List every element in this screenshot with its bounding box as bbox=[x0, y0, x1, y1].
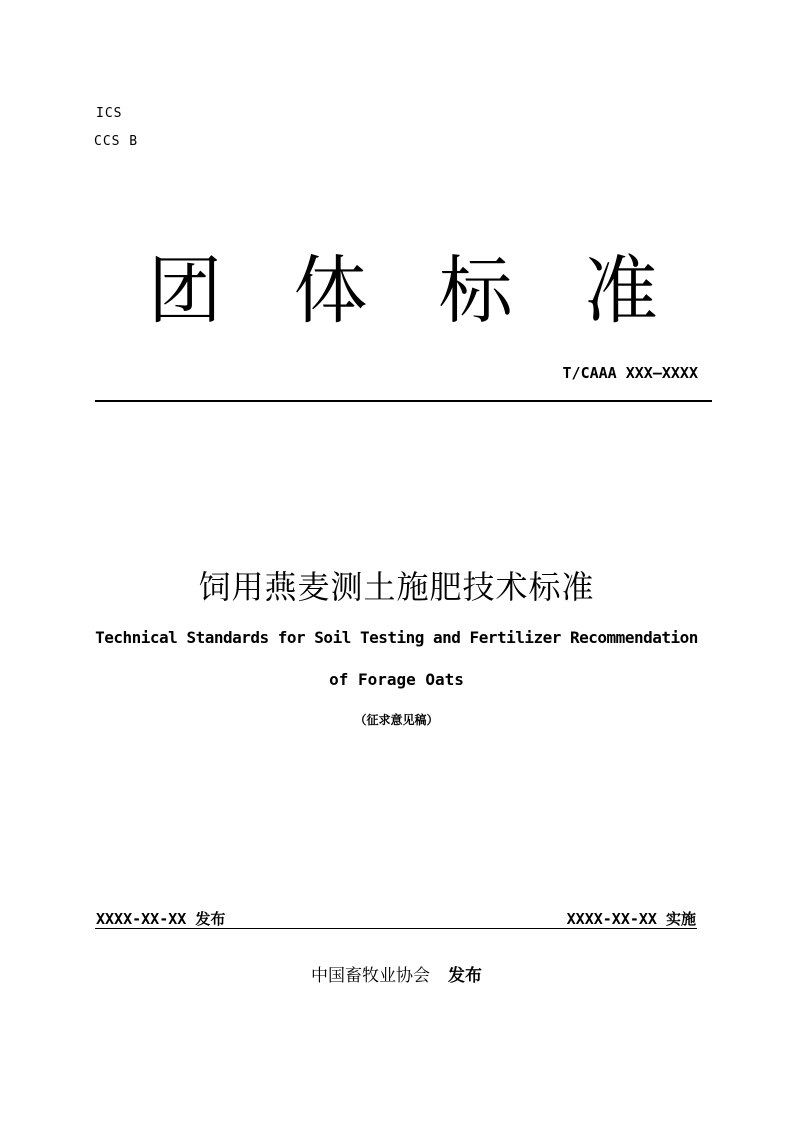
issuer-action: 发布 bbox=[448, 966, 482, 986]
heading-char-2: 体 bbox=[293, 248, 368, 334]
heading-char-4: 准 bbox=[583, 248, 658, 334]
english-title-line-2: of Forage Oats bbox=[329, 670, 464, 689]
publish-date: XXXX-XX-XX 发布 bbox=[96, 910, 226, 928]
draft-note: （征求意见稿） bbox=[354, 713, 439, 727]
issuer-organization: 中国畜牧业协会 bbox=[311, 966, 430, 986]
heading-char-1: 团 bbox=[148, 248, 222, 334]
ccs-code: CCS B bbox=[94, 134, 139, 149]
standard-number: T/CAAA XXX—XXXX bbox=[562, 364, 698, 382]
footer-divider bbox=[95, 928, 697, 929]
effective-date: XXXX-XX-XX 实施 bbox=[566, 910, 696, 928]
ics-code: ICS bbox=[96, 106, 123, 121]
issuer-line bbox=[0, 961, 793, 986]
chinese-title: 饲用燕麦测土施肥技术标准 bbox=[198, 568, 595, 606]
english-title-line-1: Technical Standards for Soil Testing and Fertilizer Recommendation bbox=[95, 628, 698, 647]
heading-char-3: 标 bbox=[438, 248, 513, 334]
group-standard-heading bbox=[148, 246, 658, 336]
header-divider bbox=[95, 400, 712, 402]
